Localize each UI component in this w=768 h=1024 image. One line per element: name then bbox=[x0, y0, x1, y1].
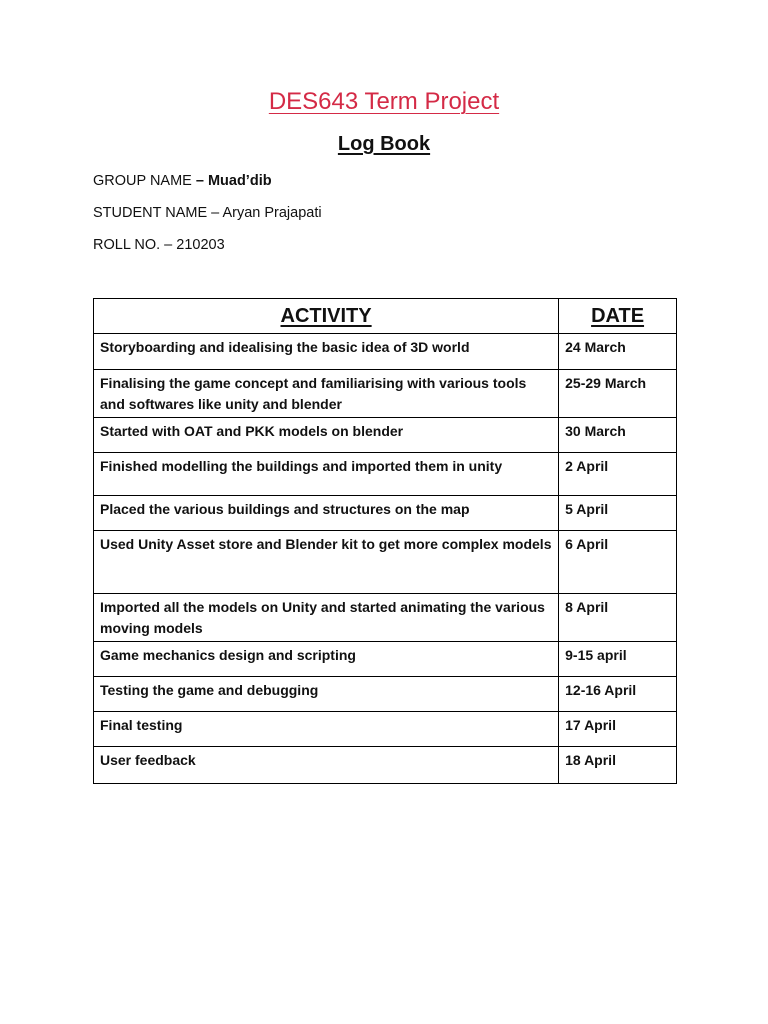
activity-cell: Storyboarding and idealising the basic idea of 3D world bbox=[94, 334, 559, 370]
group-name-label: GROUP NAME bbox=[93, 173, 196, 189]
student-name-line: STUDENT NAME – Aryan Prajapati bbox=[93, 205, 322, 221]
date-cell: 18 April bbox=[559, 747, 677, 784]
table-row bbox=[94, 677, 677, 712]
activity-cell: Placed the various buildings and structures on the map bbox=[94, 496, 559, 531]
date-cell: 17 April bbox=[559, 712, 677, 747]
table-row bbox=[94, 594, 677, 642]
activity-cell: Used Unity Asset store and Blender kit to get more complex models bbox=[94, 531, 559, 594]
table-row bbox=[94, 334, 677, 370]
table-row bbox=[94, 453, 677, 496]
date-cell: 6 April bbox=[559, 531, 677, 594]
activity-cell: User feedback bbox=[94, 747, 559, 784]
header-activity: ACTIVITY bbox=[94, 299, 559, 334]
group-name-line bbox=[93, 171, 272, 191]
activity-cell: Testing the game and debugging bbox=[94, 677, 559, 712]
date-cell: 12-16 April bbox=[559, 677, 677, 712]
table-row bbox=[94, 747, 677, 784]
activity-cell: Started with OAT and PKK models on blender bbox=[94, 418, 559, 453]
header-date: DATE bbox=[559, 299, 677, 334]
group-name-value: – Muad’dib bbox=[195, 173, 272, 189]
activity-cell: Final testing bbox=[94, 712, 559, 747]
date-cell: 8 April bbox=[559, 594, 677, 642]
date-cell: 2 April bbox=[559, 453, 677, 496]
table-row bbox=[94, 712, 677, 747]
activity-cell: Finished modelling the buildings and imported them in unity bbox=[94, 453, 559, 496]
roll-number-line: ROLL NO. – 210203 bbox=[93, 237, 225, 253]
page-subtitle: Log Book bbox=[337, 133, 431, 155]
date-cell: 30 March bbox=[559, 418, 677, 453]
activity-cell: Imported all the models on Unity and started animating the various moving models bbox=[94, 594, 559, 642]
date-cell: 9-15 april bbox=[559, 642, 677, 677]
activity-cell: Finalising the game concept and familiarising with various tools and softwares like unity and blender bbox=[94, 370, 559, 418]
table-row bbox=[94, 642, 677, 677]
table-row bbox=[94, 496, 677, 531]
table-header-row bbox=[94, 299, 677, 334]
table-row bbox=[94, 418, 677, 453]
date-cell: 5 April bbox=[559, 496, 677, 531]
date-cell: 25-29 March bbox=[559, 370, 677, 418]
activity-log-table bbox=[93, 298, 677, 784]
page-title: DES643 Term Project bbox=[268, 88, 500, 115]
activity-cell: Game mechanics design and scripting bbox=[94, 642, 559, 677]
table-row bbox=[94, 531, 677, 594]
date-cell: 24 March bbox=[559, 334, 677, 370]
table-row bbox=[94, 370, 677, 418]
